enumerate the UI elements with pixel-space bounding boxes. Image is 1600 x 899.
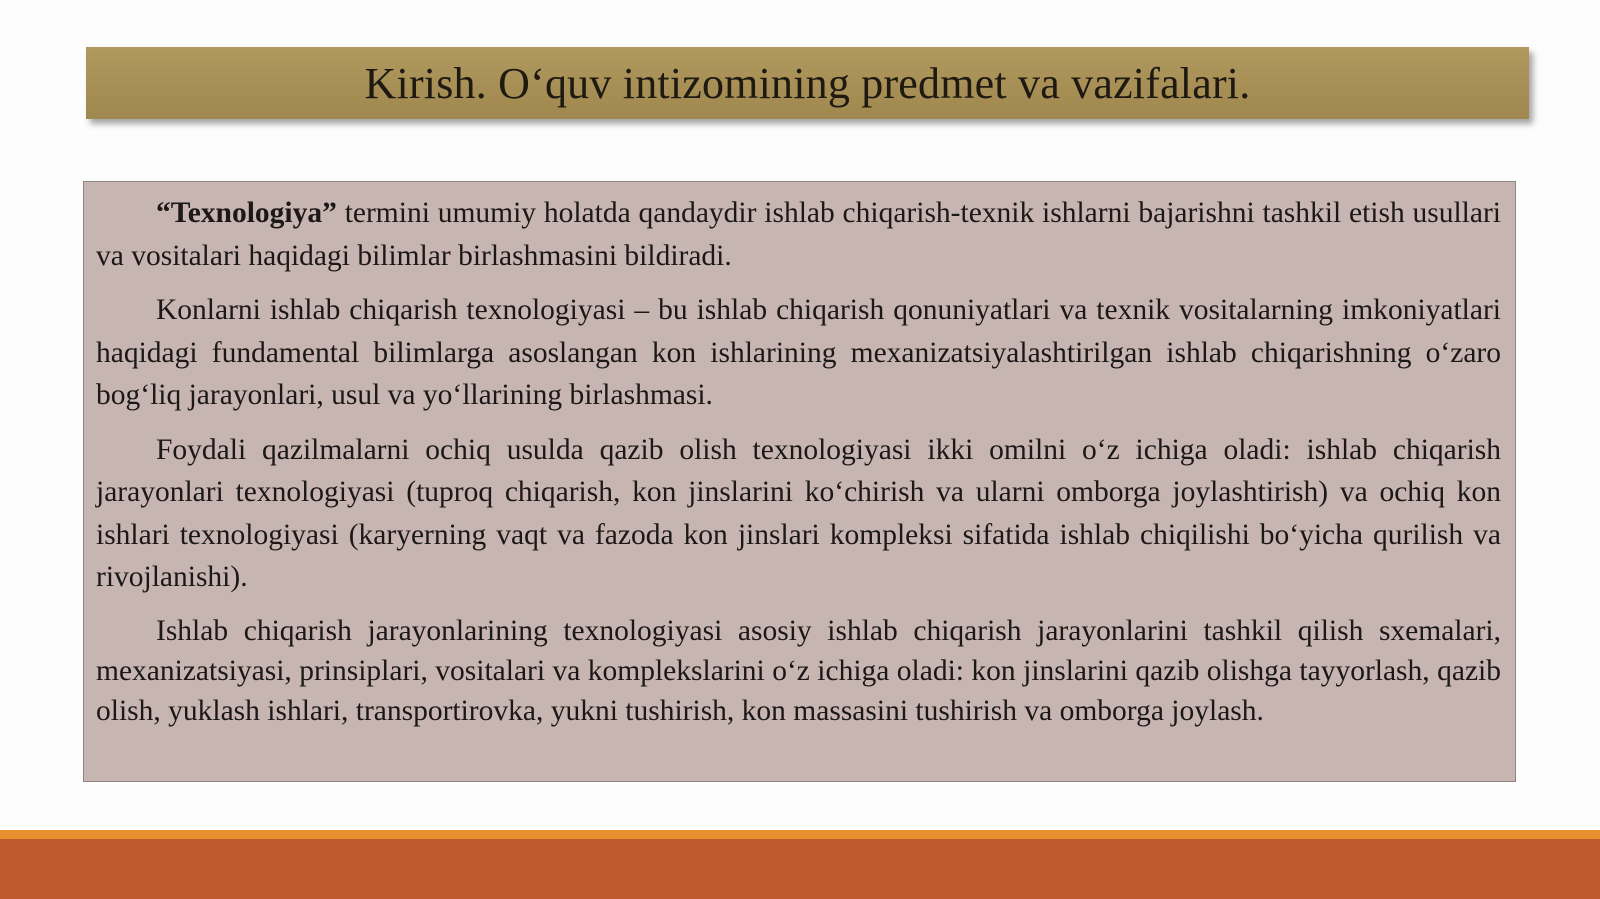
paragraph-1-text: termini umumiy holatda qandaydir ishlab chiqarish-texnik ishlarni bajarishni tashkil etish usullari va vositalari haqidagi bilimlar birlashmasini bildiradi. [96,197,1501,272]
footer-bar [0,839,1600,899]
content-box [83,181,1516,782]
paragraph-3: Foydali qazilmalarni ochiq usulda qazib olish texnologiyasi ikki omilni o‘z ichiga oladi: ishlab chiqarish jarayonlari texnologiyasi (tuproq chiqarish, kon jinslarini ko‘chirish va ularni omborga joylashtirish) va ochiq kon ishlari texnologiyasi (karyerning vaqt va fazoda kon jinslari kompleksi sifatida ishlab chiqilishi bo‘yicha qurilish va rivojlanishi). [96,433,1501,593]
title-bar [86,47,1529,119]
bold-term: “Texnologiya” [156,197,337,229]
footer-stripe [0,830,1600,839]
paragraph-2: Konlarni ishlab chiqarish texnologiyasi – bu ishlab chiqarish qonuniyatlari va texnik vositalarning imkoniyatlari haqidagi fundamental bilimlarga asoslangan kon ishlarining mexanizatsiyalashtirilgan ishlab chiqarishning o‘zaro bog‘liq jarayonlari, usul va yo‘llarining birlashmasi. [96,294,1501,411]
slide-title: Kirish. O‘quv intizomining predmet va vazifalari. [364,58,1251,108]
paragraph-4: Ishlab chiqarish jarayonlarining texnologiyasi asosiy ishlab chiqarish jarayonlarini tashkil qilish sxemalari, mexanizatsiyasi, prinsiplari, vositalari va komplekslarini o‘z ichiga oladi: kon jinslarini qazib olishga tayyorlash, qazib olish, yuklash ishlari, transportirovka, yukni tushirish, kon massasini tushirish va omborga joylash. [96,614,1501,727]
paragraph-1 [96,192,1501,277]
